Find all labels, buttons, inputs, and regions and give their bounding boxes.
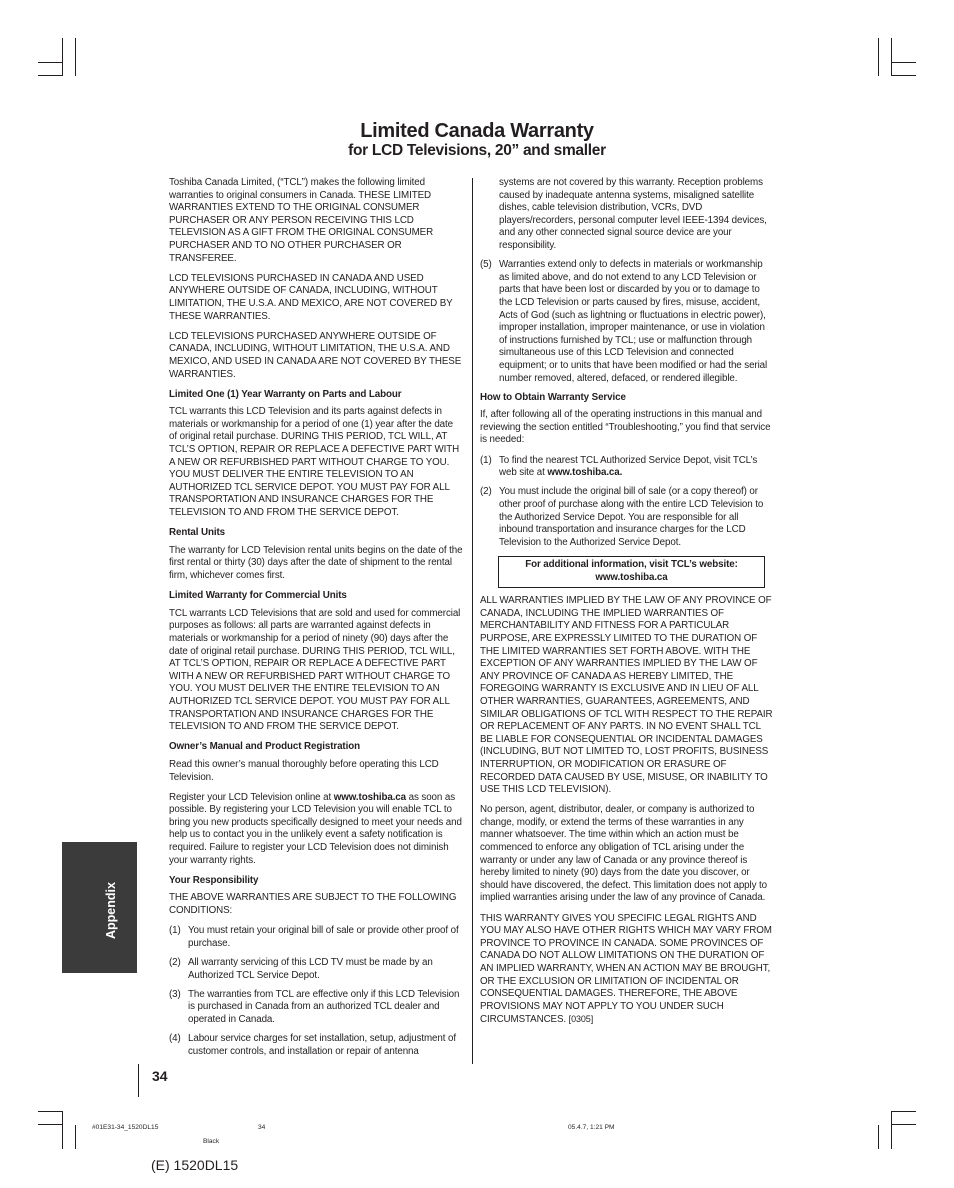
reference-code: [0305]: [568, 1014, 594, 1025]
section-heading: Owner’s Manual and Product Registration: [169, 741, 360, 753]
paragraph: THIS WARRANTY GIVES YOU SPECIFIC LEGAL RIGHTS AND YOU MAY ALSO HAVE OTHER RIGHTS WHICH MAY VARY FROM PROVINCE TO PROVINCE IN CANADA. SOME PROVINCES OF CANADA DO NOT ALLOW LIMITATIONS ON THE DURATION OF AN IMPLIED WARRANTY, WHEN AN ACTION MAY BE BROUGHT, OR THE EXCLUSION OR LIMITATION OF INCIDENTAL OR CONSEQUENTIAL DAMAGES. THEREFORE, THE ABOVE PROVISIONS MAY NOT APPLY TO YOU UNDER SUCH CIRCUMSTANCES. [0305]: [480, 912, 772, 1026]
registration-paragraph: Register your LCD Television online at www.toshiba.ca as soon as possible. By registering your LCD Television you will enable TCL to bring you new products specifically designed to meet your needs and help us to contact you in the unlikely event a safety notification is required. Failure to register your LCD Television does not diminish your warranty rights.: [169, 791, 462, 866]
crop-mark: [878, 38, 879, 76]
page-title: Limited Canada Warranty: [360, 120, 594, 142]
paragraph: TCL warrants this LCD Television and its parts against defects in materials or workmanship for a period of one (1) year after the date of original retail purchase. DURING THIS PERIOD, TCL WILL, AT TCL’S OPTION, REPAIR OR REPLACE A DEFECTIVE PART WITH A NEW OR REFURBISHED PART WITHOUT CHARGE TO YOU. YOU MUST DELIVER THE ENTIRE TELEVISION TO AN AUTHORIZED TCL SERVICE DEPOT. YOU MUST PAY FOR ALL TRANSPORTATION AND INSURANCE CHARGES FOR THE TELEVISION TO AND FROM THE SERVICE DEPOT.: [169, 406, 460, 519]
crop-mark: [891, 1111, 916, 1112]
appendix-tab: [62, 842, 137, 973]
page-number: 34: [152, 1068, 168, 1084]
crop-mark: [38, 1124, 63, 1125]
page-subtitle: for LCD Televisions, 20” and smaller: [348, 142, 606, 159]
paragraph: Read this owner’s manual thoroughly before operating this LCD Television.: [169, 758, 439, 783]
list-item-continued: systems are not covered by this warranty. Reception problems caused by inadequate antenna systems, misaligned satellite dishes, cable television distribution, VCRs, DVD players/recorders, personal computer level IEEE-1394 devices, and any other connected signal source device are your responsibility.: [499, 177, 767, 251]
footer-file: #01E31-34_1520DL15: [92, 1124, 159, 1131]
crop-mark: [75, 38, 76, 76]
crop-mark: [891, 38, 892, 76]
crop-mark: [75, 1125, 76, 1149]
paragraph: ALL WARRANTIES IMPLIED BY THE LAW OF ANY PROVINCE OF CANADA, INCLUDING THE IMPLIED WARRANTIES OF MERCHANTABILITY AND FITNESS FOR A PARTICULAR PURPOSE, ARE EXPRESSLY LIMITED TO THE DURATION OF THE LIMITED WARRANTIES SET FORTH ABOVE. WITH THE EXCEPTION OF ANY WARRANTIES IMPLIED BY THE LAW OF ANY PROVINCE OF CANADA AS HEREBY LIMITED, THE FOREGOING WARRANTY IS EXCLUSIVE AND IN LIEU OF ALL OTHER WARRANTIES, GUARANTEES, AGREEMENTS, AND SIMILAR OBLIGATIONS OF TCL WITH RESPECT TO THE REPAIR OR REPLACEMENT OF ANY PARTS. IN NO EVENT SHALL TCL BE LIABLE FOR CONSEQUENTIAL OR INCIDENTAL DAMAGES (INCLUDING, BUT NOT LIMITED TO, LOST PROFITS, BUSINESS INTERRUPTION, OR MODIFICATION OR ERASURE OF RECORDED DATA CAUSED BY USE, MISUSE, OR INABILITY TO USE THIS LCD TELEVISION).: [480, 595, 773, 796]
column-divider: [472, 178, 473, 1064]
footer-color: Black: [203, 1138, 220, 1145]
list-item: (5) Warranties extend only to defects in materials or workmanship as limited above, and do not extend to any LCD Television or parts that have been lost or discarded by you or to damage to the LCD Television or parts caused by fires, misuse, accident, Acts of God (such as lightning or fluctuations in electric power), improper installation, improper maintenance, or use in violation of instructions furnished by TCL; use or malfunction through simultaneous use of this LCD Television and connected equipment; or to units that have been modified or had the serial number removed, altered, defaced, or rendered illegible.: [480, 259, 768, 384]
crop-mark: [62, 1111, 63, 1149]
list-item: (4) Labour service charges for set installation, setup, adjustment of customer controls, and installation or repair of antenna: [169, 1033, 456, 1057]
right-column: [480, 177, 773, 1035]
list-item: (2) You must include the original bill of sale (or a copy thereof) or other proof of purchase along with the entire LCD Television to the Authorized Service Depot. You are responsible for all inbound transportation and insurance charges for the LCD Television to the Authorized Service Depot.: [480, 486, 764, 548]
paragraph: THE ABOVE WARRANTIES ARE SUBJECT TO THE FOLLOWING CONDITIONS:: [169, 892, 457, 917]
list-item: (1) You must retain your original bill of sale or provide other proof of purchase.: [169, 925, 459, 949]
section-heading: Limited Warranty for Commercial Units: [169, 590, 347, 602]
footer-page: 34: [258, 1124, 266, 1131]
footer-date: 05.4.7, 1:21 PM: [568, 1124, 615, 1131]
website-link[interactable]: www.toshiba.ca.: [547, 467, 623, 479]
crop-mark: [38, 62, 63, 63]
paragraph: LCD TELEVISIONS PURCHASED ANYWHERE OUTSIDE OF CANADA, INCLUDING, WITHOUT LIMITATION, THE U.S.A. AND MEXICO, AND USED IN CANADA ARE NOT COVERED BY THESE WARRANTIES.: [169, 330, 462, 380]
list-item: (2) All warranty servicing of this LCD TV must be made by an Authorized TCL Service Depot.: [169, 957, 433, 981]
crop-mark: [891, 75, 916, 76]
crop-mark: [891, 1111, 892, 1149]
crop-mark: [891, 1124, 916, 1125]
website-link[interactable]: www.toshiba.ca: [333, 791, 407, 803]
crop-mark: [878, 1125, 879, 1149]
section-heading: Rental Units: [169, 527, 225, 539]
paragraph: LCD TELEVISIONS PURCHASED IN CANADA AND USED ANYWHERE OUTSIDE OF CANADA, INCLUDING, WITHOUT LIMITATION, THE U.S.A. AND MEXICO, ARE NOT COVERED BY THESE WARRANTIES.: [169, 272, 453, 322]
list-item: (3) The warranties from TCL are effective only if this LCD Television is purchased in Canada from an authorized TCL dealer and operated in Canada.: [169, 988, 460, 1025]
crop-mark: [38, 75, 63, 76]
info-box: For additional information, visit TCL’s website: www.toshiba.ca: [498, 556, 765, 588]
list-item: (1) To find the nearest TCL Authorized Service Depot, visit TCL’s web site at www.toshiba.ca.: [480, 454, 758, 479]
section-heading: Limited One (1) Year Warranty on Parts and Labour: [169, 388, 402, 400]
appendix-tab-label: Appendix: [104, 882, 118, 939]
paragraph: If, after following all of the operating instructions in this manual and reviewing the section entitled “Troubleshooting,” you find that service is needed:: [480, 409, 771, 446]
paragraph: The warranty for LCD Television rental units begins on the date of the first rental or thirty (30) days after the date of shipment to the rental firm, whichever comes first.: [169, 544, 463, 581]
website-link[interactable]: www.toshiba.ca: [595, 571, 668, 583]
paragraph: TCL warrants LCD Televisions that are sold and used for commercial purposes as follows: all parts are warranted against defects in materials or workmanship for a period of ninety (90) days after the date of original retail purchase. DURING THIS PERIOD, TCL WILL, AT TCL’S OPTION, REPAIR OR REPLACE A DEFECTIVE PART WITH A NEW OR REFURBISHED PART WITHOUT CHARGE TO YOU. YOU MUST DELIVER THE ENTIRE TELEVISION TO AN AUTHORIZED TCL SERVICE DEPOT. YOU MUST PAY FOR ALL TRANSPORTATION AND INSURANCE CHARGES FOR THE TELEVISION TO AND FROM THE SERVICE DEPOT.: [169, 607, 461, 733]
intro-paragraph: Toshiba Canada Limited, (“TCL”) makes the following limited warranties to original consumers in Canada. THESE LIMITED WARRANTIES EXTEND TO THE ORIGINAL CONSUMER PURCHASER OR ANY PERSON RECEIVING THIS LCD TELEVISION AS A GIFT FROM THE ORIGINAL CONSUMER PURCHASER AND TO NO OTHER PURCHASER OR TRANSFEREE.: [169, 177, 434, 264]
section-heading: Your Responsibility: [169, 874, 259, 886]
page-number-rule: [138, 1064, 139, 1097]
crop-mark: [891, 62, 916, 63]
crop-mark: [62, 38, 63, 76]
section-heading: How to Obtain Warranty Service: [480, 391, 626, 403]
model-number: (E) 1520DL15: [151, 1157, 239, 1173]
paragraph: No person, agent, distributor, dealer, or company is authorized to change, modify, or extend the terms of these warranties in any manner whatsoever. The time within which an action must be commenced to enforce any obligation of TCL arising under the warranty or under any law of Canada or any province thereof is hereby limited to ninety (90) days from the date you discover, or should have discovered, the defect. This limitation does not apply to implied warranties arising under the law of any province of Canada.: [480, 804, 768, 904]
crop-mark: [38, 1111, 63, 1112]
left-column: [169, 177, 463, 1065]
